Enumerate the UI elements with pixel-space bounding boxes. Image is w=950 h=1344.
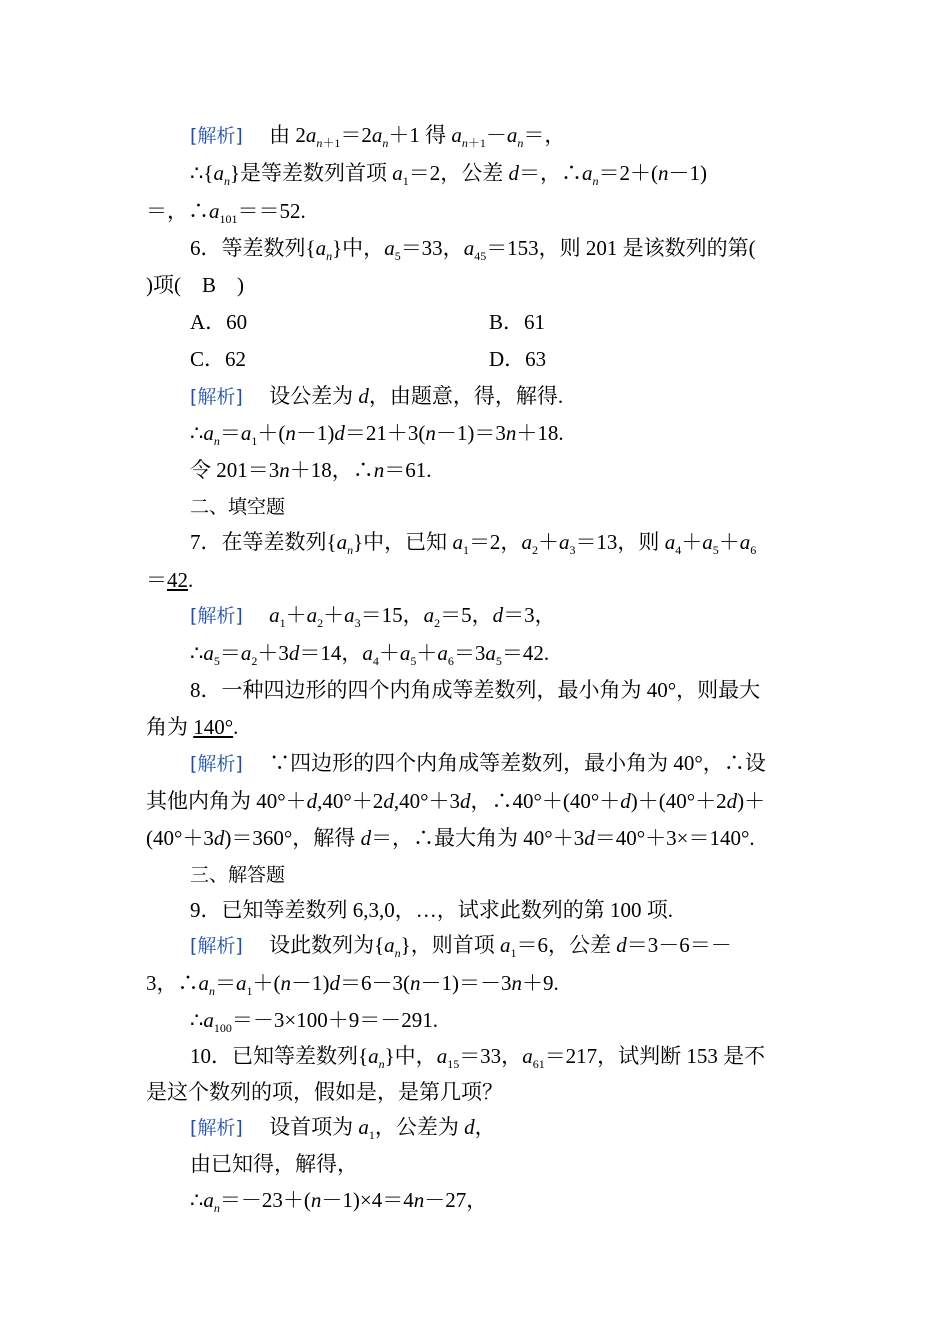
question-7-line-2: ＝42. xyxy=(146,568,194,592)
question-8-line-1: 8．一种四边形的四个内角成等差数列，最小角为 40°，则最大 xyxy=(190,678,761,702)
solution-6-line-3: 令 201＝3n＋18，∴n＝61. xyxy=(190,458,432,482)
analysis-tag: [解析] xyxy=(190,753,243,775)
solution-7-line-1 xyxy=(190,600,556,638)
solution-10-line-1 xyxy=(190,1112,496,1150)
solution-9-line-3: $\therefore a_{100}=-3\times 100+9=-291$. xyxy=(190,1008,438,1036)
option-a: A．60 xyxy=(190,310,248,334)
question-8-line-2: 角为 140°. xyxy=(146,715,239,739)
section-heading-answer: 三、解答题 xyxy=(190,864,286,886)
section-heading-fill-blank: 二、填空题 xyxy=(190,496,286,518)
text-run: 设此数列为$\{a_n\}$，则首项 $a_1=6$，公差 d＝3－6＝－ xyxy=(248,933,732,961)
analysis-tag: [解析] xyxy=(190,935,243,957)
analysis-tag: [解析] xyxy=(190,1117,243,1139)
analysis-tag: [解析] xyxy=(190,605,243,627)
answer-underline: 42 xyxy=(167,568,188,592)
text-run: 设首项为 $a_1$，公差为 d， xyxy=(248,1115,496,1143)
solution-6-line-1 xyxy=(190,381,563,412)
text-run: 由 $2a_{n+1}=2a_n+1$ 得 $a_{n+1}-a_n=$， xyxy=(248,123,566,151)
text-run: 设公差为 d，由题意，得，解得. xyxy=(248,384,564,408)
question-7-line-1: 7．在等差数列$\{a_n\}$中，已知 $a_1=2$，$a_2+a_3=13$，则 $a_4+a_5+a_6$ xyxy=(190,530,757,558)
solution-8-line-3: (40°＋3d)＝360°，解得 d＝，∴最大角为 40°＋3d＝40°＋3×＝140°. xyxy=(146,826,755,850)
solution-7-line-2: $\therefore a_5=a_2+3d=14$，$a_4+a_5+a_6=3a_5=42$. xyxy=(190,641,550,669)
question-10-line-1: 10．已知等差数列$\{a_n\}$中，$a_{15}=33$，$a_{61}=217$，试判断 153 是不 xyxy=(190,1044,766,1072)
option-d: D．63 xyxy=(489,347,547,371)
solution-5-line-1 xyxy=(190,120,565,158)
solution-10-line-3: $\therefore a_n=-23+(n-1)\times 4=4n-27$， xyxy=(190,1188,488,1216)
solution-5-line-3: ＝，$\therefore a_{101}==52$. xyxy=(146,199,306,227)
solution-8-line-1 xyxy=(190,748,766,779)
text-run: ∵四边形的四个内角成等差数列，最小角为 40°，∴设 xyxy=(248,751,766,775)
solution-9-line-1 xyxy=(190,930,732,968)
question-10-line-2: 是这个数列的项，假如是，是第几项？ xyxy=(146,1080,503,1104)
question-6-line-2: )项( B ) xyxy=(146,273,244,297)
option-c: C．62 xyxy=(190,347,247,371)
solution-5-line-2: $\therefore\{a_n\}$是等差数列首项 $a_1=2$，公差 d＝，$\therefore a_n=2+(n-1)$ xyxy=(190,161,708,189)
solution-9-line-2: 3，$\therefore a_n=a_1+(n-1)d=6-3(n-1)=-3n+9$. xyxy=(146,971,559,999)
solution-10-line-2: 由已知得，解得， xyxy=(190,1152,358,1176)
text-run: $a_1+a_2+a_3=15$，$a_2=5$，d＝3， xyxy=(269,603,556,631)
analysis-tag: [解析] xyxy=(190,386,243,408)
analysis-tag: [解析] xyxy=(190,125,243,147)
solution-6-line-2: $\therefore a_n=a_1+(n-1)d=21+3(n-1)=3n+18$. xyxy=(190,421,564,449)
question-6-line-1: 6．等差数列$\{a_n\}$中，$a_5=33$，$a_{45}=153$，则 201 是该数列的第( xyxy=(190,236,756,264)
answer-underline: 140° xyxy=(193,715,234,739)
solution-8-line-2: 其他内角为 40°＋d,40°＋2d,40°＋3d，∴40°＋(40°＋d)＋(40°＋2d)＋ xyxy=(146,789,766,813)
question-9: 9．已知等差数列 6,3,0，…，试求此数列的第 100 项. xyxy=(190,898,673,922)
option-b: B．61 xyxy=(489,310,546,334)
